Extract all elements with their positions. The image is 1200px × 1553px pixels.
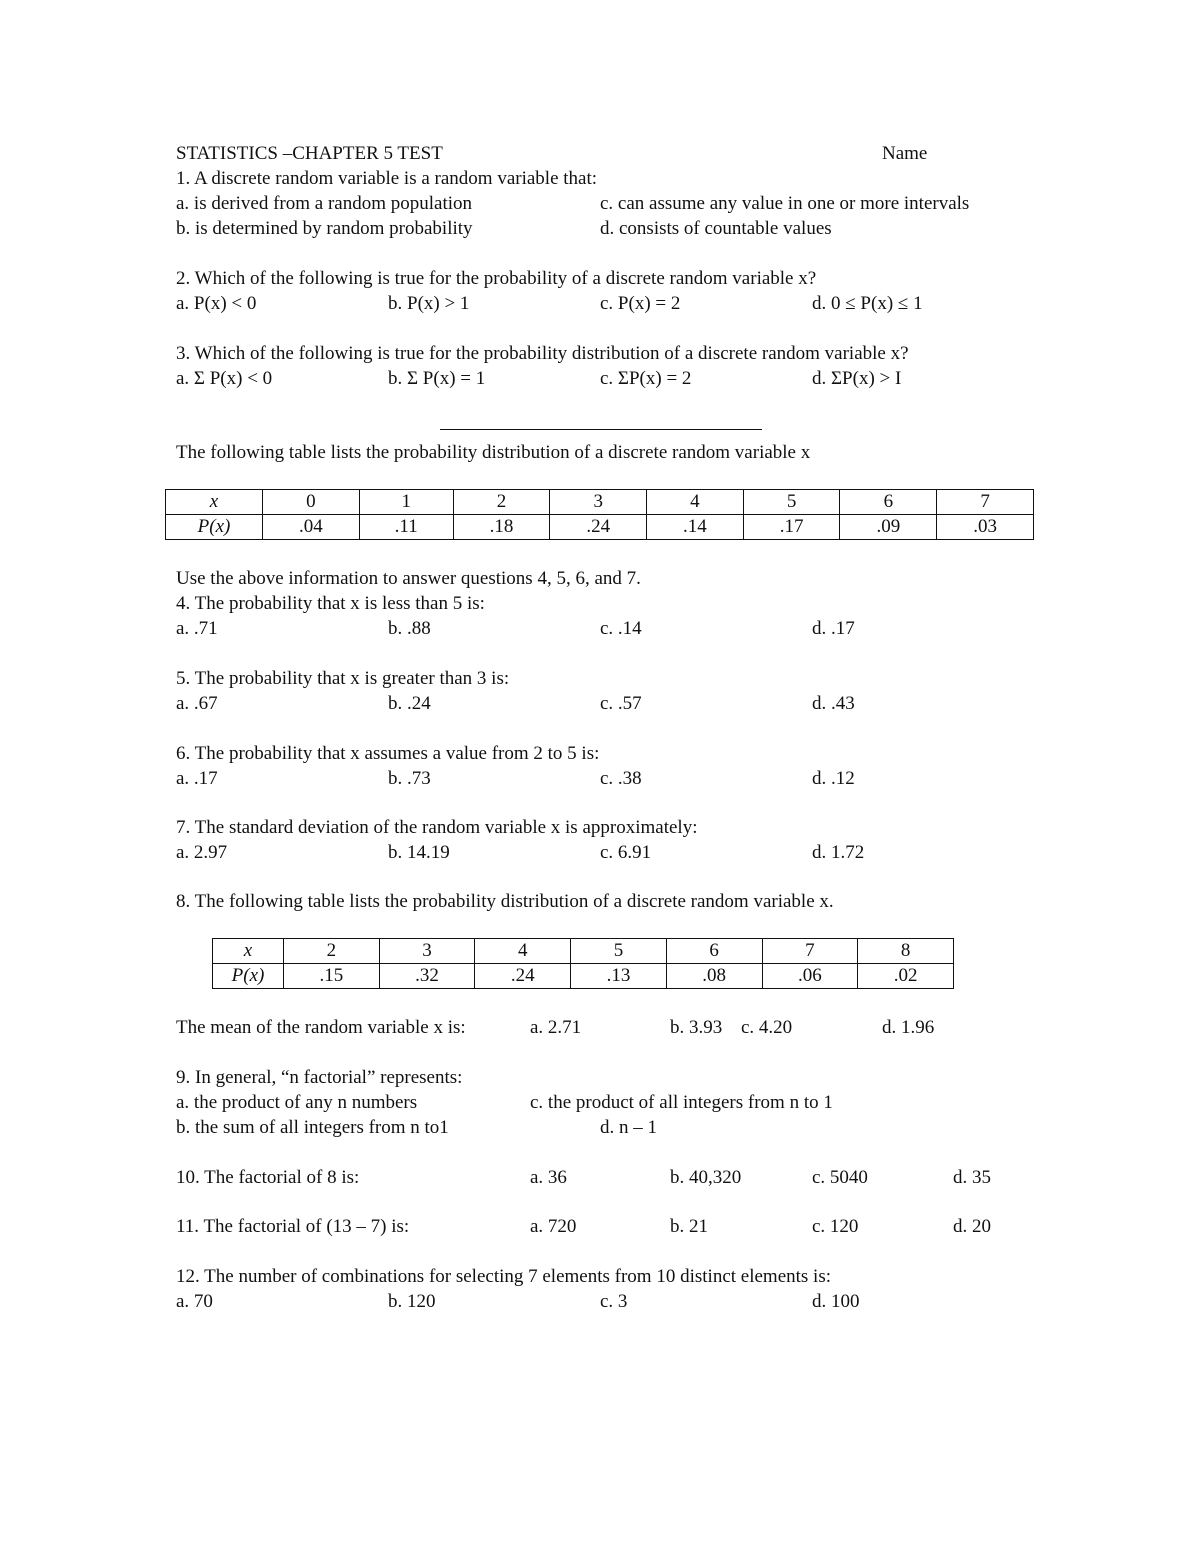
q1-choice-a: a. is derived from a random population	[176, 193, 473, 214]
q3-choice-d: d. ΣP(x) > I	[812, 368, 902, 389]
table2-x-cell: 3	[379, 939, 475, 964]
table1-x-cell: 2	[453, 490, 550, 515]
q10-choice-d: d. 35	[953, 1167, 991, 1188]
q11-choice-a: a. 720	[530, 1216, 577, 1237]
q7-choice-b: b. 14.19	[388, 842, 450, 863]
q1-choice-b: b. is determined by random probability	[176, 218, 473, 239]
table2-x-cell: 4	[475, 939, 571, 964]
q12-choice-b: b. 120	[388, 1291, 436, 1312]
q6-stem: 6. The probability that x assumes a value from 2 to 5 is:	[176, 743, 600, 764]
q1-choice-c: c. can assume any value in one or more intervals	[600, 193, 970, 214]
q11-choice-b: b. 21	[670, 1216, 708, 1237]
q6-choice-b: b. .73	[388, 768, 431, 789]
table2-p-cell: .15	[284, 964, 380, 989]
table2-x-cell: 8	[858, 939, 954, 964]
table1-row-label-x: x	[166, 490, 263, 515]
q3-choice-b: b. Σ P(x) = 1	[388, 368, 486, 389]
q7-choice-c: c. 6.91	[600, 842, 652, 863]
table1-p-cell: .24	[550, 515, 647, 540]
table2-row-label-x: x	[213, 939, 284, 964]
table2-p-cell: .02	[858, 964, 954, 989]
q3-stem: 3. Which of the following is true for the probability distribution of a discrete random variable x?	[176, 343, 909, 364]
q8-choice-c: c. 4.20	[741, 1017, 793, 1038]
test-title: STATISTICS –CHAPTER 5 TEST	[176, 143, 443, 164]
q9-choice-d: d. n – 1	[600, 1117, 657, 1138]
q7-choice-d: d. 1.72	[812, 842, 865, 863]
section-divider	[440, 429, 762, 430]
table1-p-cell: .14	[647, 515, 744, 540]
table1-x-cell: 1	[359, 490, 453, 515]
q2-choice-c: c. P(x) = 2	[600, 293, 681, 314]
q1-choice-d: d. consists of countable values	[600, 218, 832, 239]
q8-choice-b: b. 3.93	[670, 1017, 723, 1038]
q9-choice-b: b. the sum of all integers from n to1	[176, 1117, 449, 1138]
table1-p-cell: .11	[359, 515, 453, 540]
q2-choice-d: d. 0 ≤ P(x) ≤ 1	[812, 293, 923, 314]
q10-choice-b: b. 40,320	[670, 1167, 742, 1188]
q5-choice-a: a. .67	[176, 693, 218, 714]
q4-choice-a: a. .71	[176, 618, 218, 639]
q8-choice-d: d. 1.96	[882, 1017, 935, 1038]
q6-choice-d: d. .12	[812, 768, 855, 789]
table1-intro: The following table lists the probability distribution of a discrete random variable x	[176, 442, 811, 463]
table1-p-cell: .18	[453, 515, 550, 540]
table1-x-cell: 5	[743, 490, 840, 515]
q3-choice-c: c. ΣP(x) = 2	[600, 368, 692, 389]
q12-choice-d: d. 100	[812, 1291, 860, 1312]
q4-choice-b: b. .88	[388, 618, 431, 639]
q7-choice-a: a. 2.97	[176, 842, 228, 863]
q11-stem: 11. The factorial of (13 – 7) is:	[176, 1216, 410, 1237]
table2-x-cell: 6	[666, 939, 762, 964]
q3-choice-a: a. Σ P(x) < 0	[176, 368, 273, 389]
distribution-table-1	[165, 489, 1034, 540]
q12-choice-a: a. 70	[176, 1291, 213, 1312]
q6-choice-a: a. .17	[176, 768, 218, 789]
q11-choice-c: c. 120	[812, 1216, 859, 1237]
q5-choice-b: b. .24	[388, 693, 431, 714]
table2-row-label-px: P(x)	[213, 964, 284, 989]
q12-choice-c: c. 3	[600, 1291, 628, 1312]
table2-x-cell: 7	[762, 939, 858, 964]
table1-x-cell: 0	[263, 490, 360, 515]
q2-choice-b: b. P(x) > 1	[388, 293, 470, 314]
table2-p-cell: .06	[762, 964, 858, 989]
q11-choice-d: d. 20	[953, 1216, 991, 1237]
name-label: Name	[882, 143, 928, 164]
q8-stem: 8. The following table lists the probability distribution of a discrete random variable x.	[176, 891, 834, 912]
q4-stem: 4. The probability that x is less than 5 is:	[176, 593, 485, 614]
q2-stem: 2. Which of the following is true for the probability of a discrete random variable x?	[176, 268, 817, 289]
q9-choice-c: c. the product of all integers from n to 1	[530, 1092, 833, 1113]
q2-choice-a: a. P(x) < 0	[176, 293, 257, 314]
q10-stem: 10. The factorial of 8 is:	[176, 1167, 360, 1188]
distribution-table-2	[212, 938, 954, 989]
table2-x-cell: 5	[571, 939, 667, 964]
table1-row-label-px: P(x)	[166, 515, 263, 540]
table1-p-cell: .09	[840, 515, 937, 540]
q4-choice-c: c. .14	[600, 618, 642, 639]
q5-stem: 5. The probability that x is greater than 3 is:	[176, 668, 510, 689]
q9-choice-a: a. the product of any n numbers	[176, 1092, 418, 1113]
table2-p-cell: .32	[379, 964, 475, 989]
table2-x-cell: 2	[284, 939, 380, 964]
table1-x-cell: 3	[550, 490, 647, 515]
q5-choice-c: c. .57	[600, 693, 642, 714]
q7-stem: 7. The standard deviation of the random variable x is approximately:	[176, 817, 698, 838]
table2-p-cell: .13	[571, 964, 667, 989]
q4-choice-d: d. .17	[812, 618, 855, 639]
use-info-note: Use the above information to answer questions 4, 5, 6, and 7.	[176, 568, 641, 589]
q12-stem: 12. The number of combinations for selecting 7 elements from 10 distinct elements is:	[176, 1266, 832, 1287]
table1-p-cell: .04	[263, 515, 360, 540]
table1-x-cell: 7	[937, 490, 1034, 515]
q10-choice-a: a. 36	[530, 1167, 567, 1188]
q8-question: The mean of the random variable x is:	[176, 1017, 466, 1038]
table2-p-cell: .08	[666, 964, 762, 989]
table1-p-cell: .03	[937, 515, 1034, 540]
q5-choice-d: d. .43	[812, 693, 855, 714]
table1-x-cell: 4	[647, 490, 744, 515]
q8-choice-a: a. 2.71	[530, 1017, 582, 1038]
q6-choice-c: c. .38	[600, 768, 642, 789]
q10-choice-c: c. 5040	[812, 1167, 868, 1188]
q9-stem: 9. In general, “n factorial” represents:	[176, 1067, 463, 1088]
table1-p-cell: .17	[743, 515, 840, 540]
table1-x-cell: 6	[840, 490, 937, 515]
table2-p-cell: .24	[475, 964, 571, 989]
q1-stem: 1. A discrete random variable is a random variable that:	[176, 168, 598, 189]
